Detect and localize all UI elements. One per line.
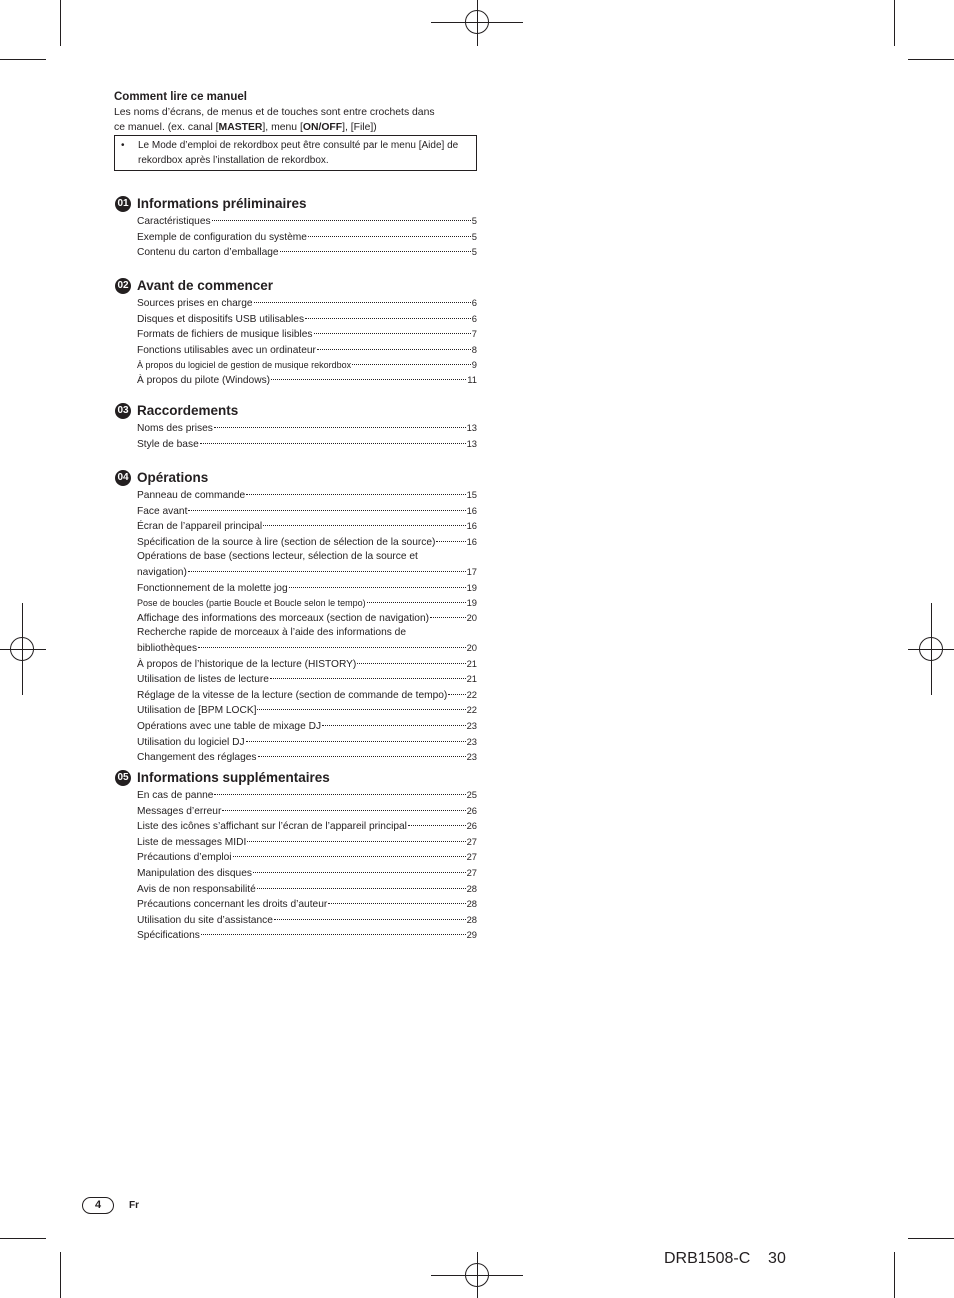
- toc-entry[interactable]: [137, 626, 477, 656]
- toc-entry-text: Réglage de la vitesse de la lecture (section de commande de tempo): [137, 689, 448, 701]
- section-title: Opérations: [137, 470, 209, 485]
- dot-leader: [305, 318, 471, 319]
- dot-leader: [222, 810, 465, 811]
- dot-leader: [270, 678, 466, 679]
- toc-entry[interactable]: [137, 296, 477, 312]
- toc-page-number: 16: [466, 504, 477, 516]
- toc-entry[interactable]: [137, 882, 477, 898]
- toc-entry-row: [137, 672, 477, 688]
- toc-entry-text: Exemple de configuration du système: [137, 231, 307, 243]
- toc-page-number: 22: [466, 704, 477, 716]
- dot-leader: [258, 756, 466, 757]
- crop-mark: [894, 0, 895, 46]
- toc-entry-text: Liste des icônes s’affichant sur l’écran de l’appareil principal: [137, 821, 407, 833]
- registration-mark: [10, 637, 34, 661]
- toc-entry-row: [137, 835, 477, 851]
- section-title: Raccordements: [137, 403, 239, 418]
- toc-page-number: 28: [466, 882, 477, 894]
- section-number-badge: 01: [115, 196, 131, 212]
- dot-leader: [352, 364, 471, 365]
- toc-entry-text: Pose de boucles (partie Boucle et Boucle selon le tempo): [137, 598, 366, 609]
- toc-entry-text: Face avant: [137, 505, 188, 517]
- toc-page-number: 13: [466, 422, 477, 433]
- crop-mark: [894, 1252, 895, 1298]
- toc-entry-row: [137, 804, 477, 820]
- section-title: Informations préliminaires: [137, 196, 307, 211]
- toc-entry-row: [137, 565, 477, 581]
- toc-entry[interactable]: [137, 550, 477, 580]
- toc-entry-text: À propos de l’historique de la lecture (HISTORY): [137, 658, 357, 670]
- section-heading: [114, 769, 477, 785]
- toc-page-number: 20: [466, 641, 477, 653]
- toc-page-number: 11: [467, 373, 477, 385]
- intro-text-fragment: ], [File]): [342, 122, 377, 133]
- toc-entry[interactable]: [137, 611, 477, 627]
- toc-entry-text-line: Recherche rapide de morceaux à l’aide des informations de: [137, 627, 406, 639]
- toc-section: [114, 469, 477, 766]
- toc-entry-text: Écran de l’appareil principal: [137, 521, 263, 533]
- toc-entry[interactable]: [137, 703, 477, 719]
- toc-entry[interactable]: [137, 214, 477, 230]
- toc-page-number: 13: [466, 437, 477, 449]
- toc-entry-list: [137, 788, 477, 944]
- dot-leader: [246, 741, 466, 742]
- toc-entry-text: Manipulation des disques: [137, 867, 252, 879]
- toc-page-number: 26: [466, 804, 477, 816]
- note-box: [114, 135, 477, 171]
- dot-leader: [257, 888, 466, 889]
- toc-entry-text: Contenu du carton d’emballage: [137, 247, 279, 259]
- toc-entry-text: Panneau de commande: [137, 490, 246, 501]
- toc-page-number: 15: [466, 489, 477, 500]
- toc-entry-row: [137, 245, 477, 261]
- dot-leader: [198, 647, 466, 648]
- dot-leader: [254, 302, 471, 303]
- toc-page-number: 23: [466, 751, 477, 763]
- toc-entry-row: [137, 581, 477, 597]
- dot-leader: [436, 541, 465, 542]
- toc-page-number: 16: [466, 520, 477, 532]
- section-number-badge: 03: [115, 403, 131, 419]
- toc-entry[interactable]: [137, 596, 477, 611]
- intro-text-fragment: ce manuel. (ex. canal [: [114, 122, 219, 133]
- toc-entry[interactable]: [137, 230, 477, 246]
- dot-leader: [280, 251, 471, 252]
- toc-page-number: 5: [471, 215, 477, 226]
- dot-leader: [314, 333, 471, 334]
- toc-page-number: 27: [466, 851, 477, 863]
- toc-page-number: 26: [466, 820, 477, 832]
- toc-entry[interactable]: [137, 343, 477, 359]
- toc-entry[interactable]: [137, 928, 477, 944]
- toc-entry-text: Changement des réglages: [137, 752, 257, 764]
- section-heading: [114, 402, 477, 418]
- toc-entry-text: Avis de non responsabilité: [137, 883, 256, 895]
- language-label: Fr: [129, 1200, 139, 1211]
- toc-entry-text: Utilisation du site d’assistance: [137, 914, 273, 926]
- dot-leader: [253, 872, 466, 873]
- dot-leader: [367, 602, 466, 603]
- toc-entry-row: [137, 735, 477, 751]
- toc-entry-text: Précautions concernant les droits d’auteur: [137, 899, 328, 911]
- toc-entry[interactable]: [137, 245, 477, 261]
- toc-entry-text: bibliothèques: [137, 642, 198, 654]
- toc-entry[interactable]: [137, 835, 477, 851]
- section-heading: [114, 277, 477, 293]
- toc-entry[interactable]: [137, 819, 477, 835]
- section-number-badge: 05: [115, 770, 131, 786]
- toc-page-number: 5: [471, 230, 477, 242]
- toc-entry-row: [137, 850, 477, 866]
- toc-page-number: 29: [466, 929, 477, 941]
- print-code: [664, 1250, 786, 1268]
- toc-entry[interactable]: [137, 897, 477, 913]
- toc-entry-row: [137, 230, 477, 246]
- intro-text-bold: MASTER: [218, 122, 263, 133]
- toc-entry-row: [137, 928, 477, 944]
- section-number-badge: 04: [115, 470, 131, 486]
- toc-entry-text: Disques et dispositifs USB utilisables: [137, 313, 305, 325]
- intro-text-bold: ON/OFF: [302, 122, 343, 133]
- toc-entry-row: [137, 596, 477, 611]
- toc-entry-row: [137, 437, 477, 453]
- toc-entry-text: Liste de messages MIDI: [137, 836, 247, 848]
- toc-section: [114, 277, 477, 389]
- toc-entry-row: [137, 657, 477, 673]
- toc-page-number: 27: [466, 835, 477, 847]
- toc-entry-text: Messages d’erreur: [137, 805, 222, 817]
- toc-page-number: 23: [466, 719, 477, 731]
- toc-entry-row: [137, 358, 477, 373]
- toc-page-number: 27: [466, 866, 477, 878]
- dot-leader: [263, 525, 465, 526]
- toc-page-number: 19: [466, 597, 477, 609]
- dot-leader: [200, 443, 466, 444]
- toc-entry-text: Caractéristiques: [137, 216, 211, 227]
- dot-leader: [448, 694, 465, 695]
- toc-entry[interactable]: [137, 488, 477, 504]
- dot-leader: [257, 709, 465, 710]
- toc-entry[interactable]: [137, 672, 477, 688]
- dot-leader: [271, 379, 466, 380]
- intro-text-line: [114, 120, 476, 135]
- toc-entry-row: [137, 296, 477, 312]
- toc-entry-row: [137, 750, 477, 766]
- dot-leader: [308, 236, 471, 237]
- toc-entry-row: [137, 611, 477, 627]
- toc-entry[interactable]: [137, 913, 477, 929]
- toc-entry-text: Spécifications: [137, 930, 200, 942]
- toc-entry-text: Utilisation de listes de lecture: [137, 674, 269, 686]
- bullet: •: [121, 140, 125, 151]
- toc-entry-row: [137, 488, 477, 504]
- toc-entry[interactable]: [137, 327, 477, 343]
- toc-entry-text: Fonctionnement de la molette jog: [137, 582, 288, 594]
- toc-page-number: 17: [466, 565, 477, 577]
- dot-leader: [246, 494, 465, 495]
- section-title: Avant de commencer: [137, 278, 274, 293]
- toc-entry-list: [137, 488, 477, 766]
- toc-entry-list: [137, 214, 477, 261]
- toc-entry-row: [137, 719, 477, 735]
- sheet-number: 30: [768, 1250, 786, 1267]
- toc-page-number: 6: [471, 297, 477, 308]
- toc-entry[interactable]: [137, 358, 477, 373]
- toc-section: [114, 769, 477, 944]
- toc-entry-row: [137, 882, 477, 898]
- dot-leader: [201, 934, 466, 935]
- section-number-badge: 02: [115, 278, 131, 294]
- toc-entry-row: [137, 373, 477, 389]
- intro-title: Comment lire ce manuel: [114, 91, 247, 103]
- section-heading: [114, 195, 477, 211]
- toc-section: [114, 195, 477, 261]
- toc-entry-row: [137, 535, 477, 551]
- toc-entry-text: Affichage des informations des morceaux (section de navigation): [137, 612, 430, 624]
- toc-entry-text: Fonctions utilisables avec un ordinateur: [137, 344, 316, 356]
- dot-leader: [247, 841, 465, 842]
- toc-page-number: 16: [466, 535, 477, 547]
- dot-leader: [274, 919, 466, 920]
- intro-text-fragment: ], menu [: [262, 122, 303, 133]
- toc-entry[interactable]: [137, 866, 477, 882]
- dot-leader: [322, 725, 466, 726]
- intro-text-line: Les noms d’écrans, de menus et de touches sont entre crochets dans: [114, 107, 435, 118]
- toc-entry-list: [137, 421, 477, 452]
- toc-entry[interactable]: [137, 437, 477, 453]
- toc-entry-text: Sources prises en charge: [137, 298, 253, 309]
- toc-entry-row: [137, 504, 477, 520]
- dot-leader: [357, 663, 465, 664]
- toc-entry-text: Utilisation du logiciel DJ: [137, 736, 245, 748]
- registration-mark: [465, 1263, 489, 1287]
- toc-page-number: 6: [471, 312, 477, 324]
- toc-page-number: 8: [471, 343, 477, 355]
- intro-block: [114, 90, 476, 135]
- toc-entry-row: [137, 312, 477, 328]
- toc-entry[interactable]: [137, 735, 477, 751]
- toc-entry[interactable]: [137, 581, 477, 597]
- toc-entry-row: [137, 819, 477, 835]
- toc-entry[interactable]: [137, 535, 477, 551]
- toc-entry-row: [137, 214, 477, 230]
- toc-entry-text: Formats de fichiers de musique lisibles: [137, 329, 313, 341]
- toc-entry-text: Noms des prises: [137, 423, 213, 434]
- toc-entry-list: [137, 296, 477, 389]
- toc-entry-row: [137, 703, 477, 719]
- toc-entry[interactable]: [137, 312, 477, 328]
- toc-entry-text: À propos du pilote (Windows): [137, 374, 271, 386]
- crop-mark: [0, 1238, 46, 1239]
- toc-entry-text: Style de base: [137, 438, 199, 450]
- dot-leader: [214, 794, 465, 795]
- toc-page-number: 7: [471, 328, 477, 340]
- document-code: DRB1508-C: [664, 1250, 751, 1267]
- crop-mark: [60, 1252, 61, 1298]
- crop-mark: [0, 59, 46, 60]
- toc-entry[interactable]: [137, 788, 477, 804]
- toc-entry-text: Précautions d’emploi: [137, 852, 232, 864]
- toc-entry[interactable]: [137, 421, 477, 437]
- toc-entry[interactable]: [137, 519, 477, 535]
- dot-leader: [188, 571, 466, 572]
- toc-entry-row: [137, 866, 477, 882]
- registration-mark: [465, 10, 489, 34]
- toc-page-number: 22: [466, 688, 477, 700]
- toc-entry-row: [137, 688, 477, 704]
- crop-mark: [908, 1238, 954, 1239]
- toc-entry[interactable]: [137, 373, 477, 389]
- toc-page-number: 9: [471, 359, 477, 371]
- toc-entry[interactable]: [137, 688, 477, 704]
- toc-entry[interactable]: [137, 657, 477, 673]
- toc-page-number: 19: [466, 581, 477, 593]
- toc-entry-row: [137, 421, 477, 437]
- toc-entry-text: Opérations avec une table de mixage DJ: [137, 720, 322, 732]
- crop-mark: [60, 0, 61, 46]
- section-heading: [114, 469, 477, 485]
- toc-page-number: 23: [466, 735, 477, 747]
- page-number: 4: [82, 1197, 114, 1214]
- toc-entry-row: [137, 897, 477, 913]
- toc-entry[interactable]: [137, 804, 477, 820]
- toc-page-number: 5: [471, 246, 477, 258]
- toc-page-number: 21: [466, 657, 477, 669]
- dot-leader: [408, 825, 466, 826]
- toc-entry-text-line: Opérations de base (sections lecteur, sélection de la source et: [137, 551, 418, 563]
- dot-leader: [328, 903, 465, 904]
- toc-entry-text: En cas de panne: [137, 790, 214, 801]
- toc-entry-row: [137, 913, 477, 929]
- toc-entry-row: [137, 519, 477, 535]
- toc-page-number: 21: [466, 673, 477, 685]
- toc-entry-text: navigation): [137, 566, 187, 578]
- registration-mark: [919, 637, 943, 661]
- toc-entry[interactable]: [137, 719, 477, 735]
- dot-leader: [214, 427, 466, 428]
- dot-leader: [317, 349, 471, 350]
- toc-section: [114, 402, 477, 452]
- section-title: Informations supplémentaires: [137, 770, 330, 785]
- toc-entry-row: [137, 641, 477, 657]
- dot-leader: [212, 220, 471, 221]
- toc-entry-text: Spécification de la source à lire (section de sélection de la source): [137, 536, 436, 548]
- toc-entry-text: À propos du logiciel de gestion de musique rekordbox: [137, 360, 352, 371]
- toc-entry-row: [137, 343, 477, 359]
- note-text: Le Mode d’emploi de rekordbox peut être consulté par le menu [Aide] de rekordbox après l’installation de rekordbox.: [138, 140, 459, 166]
- toc-page-number: 25: [466, 789, 477, 800]
- dot-leader: [188, 510, 465, 511]
- toc-page-number: 28: [466, 913, 477, 925]
- toc-entry-row: [137, 327, 477, 343]
- toc-entry[interactable]: [137, 750, 477, 766]
- toc-page-number: 20: [466, 611, 477, 623]
- toc-page-number: 28: [466, 898, 477, 910]
- dot-leader: [233, 856, 466, 857]
- toc-entry-row: [137, 788, 477, 804]
- toc-entry[interactable]: [137, 504, 477, 520]
- dot-leader: [430, 617, 466, 618]
- crop-mark: [908, 59, 954, 60]
- toc-entry-text: Utilisation de [BPM LOCK]: [137, 705, 257, 717]
- toc-entry[interactable]: [137, 850, 477, 866]
- dot-leader: [289, 587, 466, 588]
